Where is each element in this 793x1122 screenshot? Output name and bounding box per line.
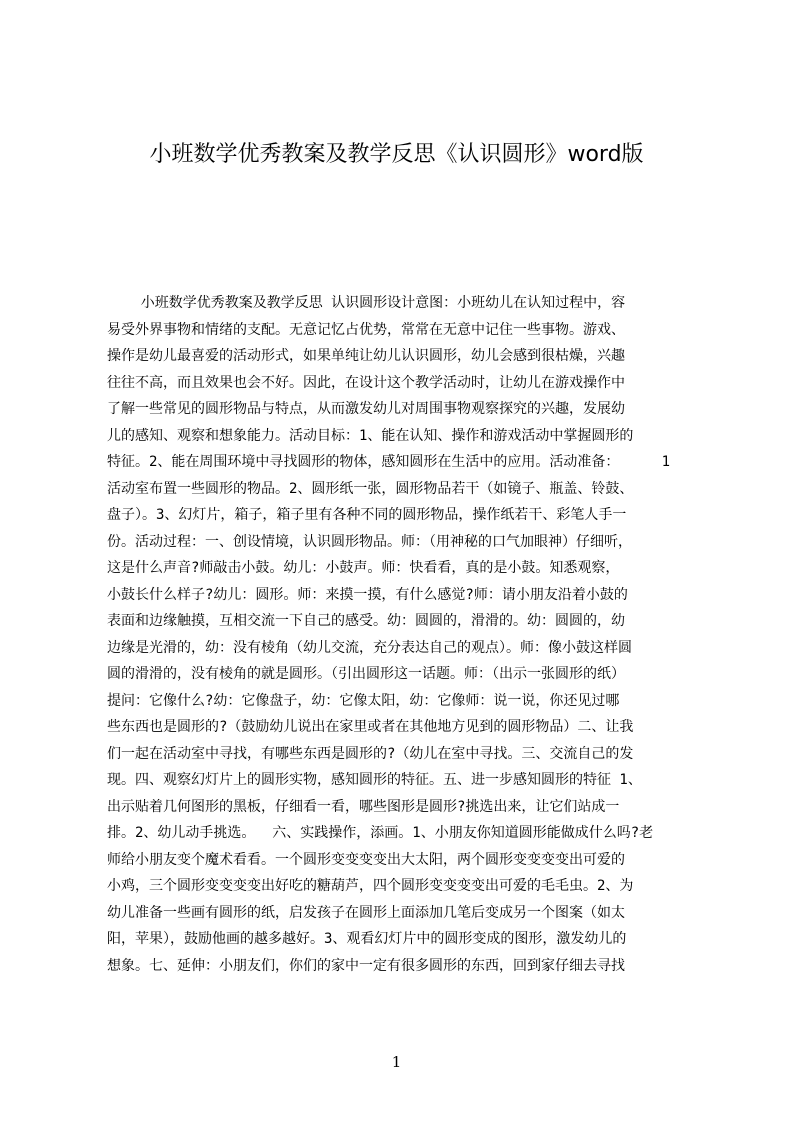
- body-line: 特征。2、能在周围环境中寻找圆形的物体，感知圆形在生活中的应用。活动准备： 1: [107, 454, 670, 470]
- body-line: 儿的感知、观察和想象能力。活动目标：1、能在认知、操作和游戏活动中掌握圆形的: [107, 427, 634, 444]
- body-line: 这是什么声音?师敲击小鼓。幼儿：小鼓声。师：快看看，真的是小鼓。知悉观察，: [107, 560, 620, 576]
- body-line: 盘子）。3、幻灯片，箱子，箱子里有各种不同的圆形物品，操作纸若干、彩笔人手一: [107, 507, 627, 523]
- body-line: 了解一些常见的圆形物品与特点，从而激发幼儿对周围事物观察探究的兴趣，发展幼: [107, 401, 625, 417]
- body-line: 圆的滑滑的，没有棱角的就是圆形。（引出圆形这一话题。师：（出示一张圆形的纸）: [107, 666, 625, 682]
- body-line: 操作是幼儿最喜爱的活动形式，如果单纯让幼儿认识圆形，幼儿会感到很枯燥，兴趣: [107, 348, 625, 364]
- body-line: 往往不高，而且效果也会不好。因此，在设计这个教学活动时，让幼儿在游戏操作中: [107, 374, 625, 391]
- page-number: 1: [391, 1053, 402, 1071]
- body-line: 边缘是光滑的，幼：没有棱角（幼儿交流，充分表达自己的观点）。师：像小鼓这样圆: [107, 639, 632, 656]
- body-line: 想象。七、延伸：小朋友们，你们的家中一定有很多圆形的东西，回到家仔细去寻找: [107, 957, 625, 974]
- body-line: 活动室布置一些圆形的物品。2、圆形纸一张，圆形物品若干（如镜子、瓶盖、铃鼓、: [107, 480, 634, 497]
- body-line: 出示贴着几何图形的黑板，仔细看一看，哪些图形是圆形?挑选出来，让它们站成一: [107, 798, 620, 815]
- body-line: 提问：它像什么?幼：它像盘子，幼：它像太阳，幼：它像师：说一说，你还见过哪: [107, 692, 620, 709]
- body-line: 阳，苹果），鼓励他画的越多越好。3、观看幻灯片中的圆形变成的图形，激发幼儿的: [107, 931, 627, 947]
- body-line: 师给小朋友变个魔术看看。一个圆形变变变变出大太阳，两个圆形变变变变出可爱的: [107, 851, 625, 868]
- body-line: 表面和边缘触摸，互相交流一下自己的感受。幼：圆圆的，滑滑的。幼：圆圆的，幼: [107, 613, 625, 629]
- body-line: 小鸡，三个圆形变变变变出好吃的糖葫芦，四个圆形变变变变出可爱的毛毛虫。2、为: [107, 878, 634, 894]
- body-line: 些东西也是圆形的?（鼓励幼儿说出在家里或者在其他地方见到的圆形物品）二、让我: [107, 719, 634, 735]
- body-line: 小鼓长什么样子?幼儿：圆形。师：来摸一摸，有什么感觉?师：请小朋友沿着小鼓的: [107, 586, 628, 603]
- body-line: 易受外界事物和情绪的支配。无意记忆占优势，常常在无意中记住一些事物。游戏、: [107, 321, 625, 338]
- body-line: 排。2、幼儿动手挑选。 六、实践操作，添画。1、小朋友你知道圆形能做成什么吗?老: [107, 825, 654, 841]
- body-line: 们一起在活动室中寻找，有哪些东西是圆形的?（幼儿在室中寻找。三、交流自己的发: [107, 745, 634, 762]
- body-line: 份。活动过程：一、创设情境，认识圆形物品。师：（用神秘的口气加眼神）仔细听，: [107, 533, 632, 550]
- page-title: 小班数学优秀教案及教学反思《认识圆形》word版: [149, 142, 644, 167]
- document-body: [107, 290, 697, 979]
- body-line: 幼儿准备一些画有圆形的纸，启发孩子在圆形上面添加几笔后变成另一个图案（如太: [107, 904, 625, 921]
- body-line: 小班数学优秀教案及教学反思 认识圆形设计意图：小班幼儿在认知过程中，容: [107, 295, 626, 311]
- body-line: 现。四、观察幻灯片上的圆形实物，感知圆形的特征。五、进一步感知圆形的特征 1、: [107, 772, 642, 788]
